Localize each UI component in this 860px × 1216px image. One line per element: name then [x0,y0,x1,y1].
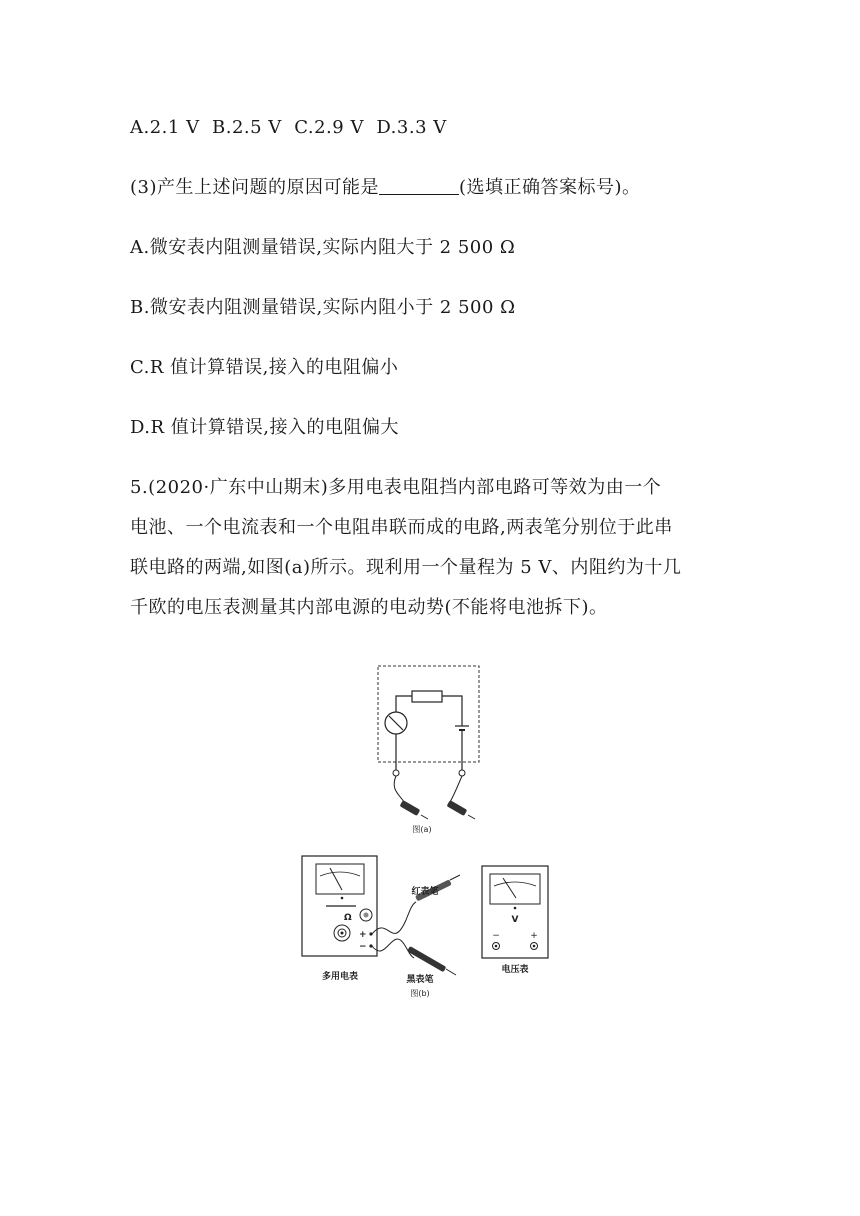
question-3-stem [130,176,641,200]
voltmeter-display [490,874,540,904]
question-5-line-1: 5.(2020·广东中山期末)多用电表电阻挡内部电路可等效为由一个 [130,477,662,498]
figure-b-caption: 图(b) [410,989,430,998]
wire-left [396,696,412,712]
probe-left [400,800,421,816]
ohm-symbol: Ω [344,913,352,923]
multimeter-plus: + [359,930,367,940]
question-3-prefix: (3)产生上述问题的原因可能是 [130,177,379,198]
question-5-line-3: 联电路的两端,如图(a)所示。现利用一个量程为 5 V、内阻约为十几 [130,557,682,578]
answer-blank[interactable] [379,176,459,195]
black-probe-lead [372,939,414,958]
figure-a-caption: 图(a) [412,825,432,834]
option-a: A.微安表内阻测量错误,实际内阻大于 2 500 Ω [130,237,516,258]
voltmeter-symbol: V [511,915,519,925]
probe-right-tip [468,815,475,819]
black-probe-tip [446,969,456,975]
voltmeter-pivot [514,907,517,910]
lead-left [394,776,404,802]
option-b: B.微安表内阻测量错误,实际内阻小于 2 500 Ω [130,297,516,318]
lead-right [450,776,462,802]
terminal-right [459,770,465,776]
red-probe-tip [450,875,460,880]
voltmeter-plus-sign: + [530,931,538,941]
range-selector-knob-center [341,932,344,935]
question-5-line-2: 电池、一个电流表和一个电阻串联而成的电路,两表笔分别位于此串 [130,517,673,538]
multimeter-label: 多用电表 [321,972,359,982]
red-probe-label: 红表笔 [411,887,439,897]
voltmeter-label: 电压表 [501,965,529,975]
probe-left-tip [421,815,428,819]
figure-b [300,852,560,1004]
figure-a [370,660,490,835]
probe-right [447,800,468,816]
resistor [412,691,442,702]
question-5-line-4: 千欧的电压表测量其内部电源的电动势(不能将电池拆下)。 [130,597,608,618]
voltmeter-minus-sign: − [492,931,500,941]
terminal-left [393,770,399,776]
black-probe-label: 黑表笔 [406,975,434,985]
option-c: C.R 值计算错误,接入的电阻偏小 [130,357,399,378]
question-3-suffix: (选填正确答案标号)。 [459,177,641,198]
multimeter-minus: − [359,942,367,952]
multimeter-pivot [341,897,344,900]
wire-right [442,696,462,726]
black-probe [407,946,446,972]
option-d: D.R 值计算错误,接入的电阻偏大 [130,417,400,438]
red-probe-lead [372,902,416,934]
previous-answer-choices: A.2.1 V B.2.5 V C.2.9 V D.3.3 V [130,117,447,138]
voltmeter-terminal-plus-center [533,945,536,948]
multimeter-display [316,864,364,894]
voltmeter-terminal-minus-center [495,945,498,948]
ohm-adjust-knob-center [364,913,369,918]
